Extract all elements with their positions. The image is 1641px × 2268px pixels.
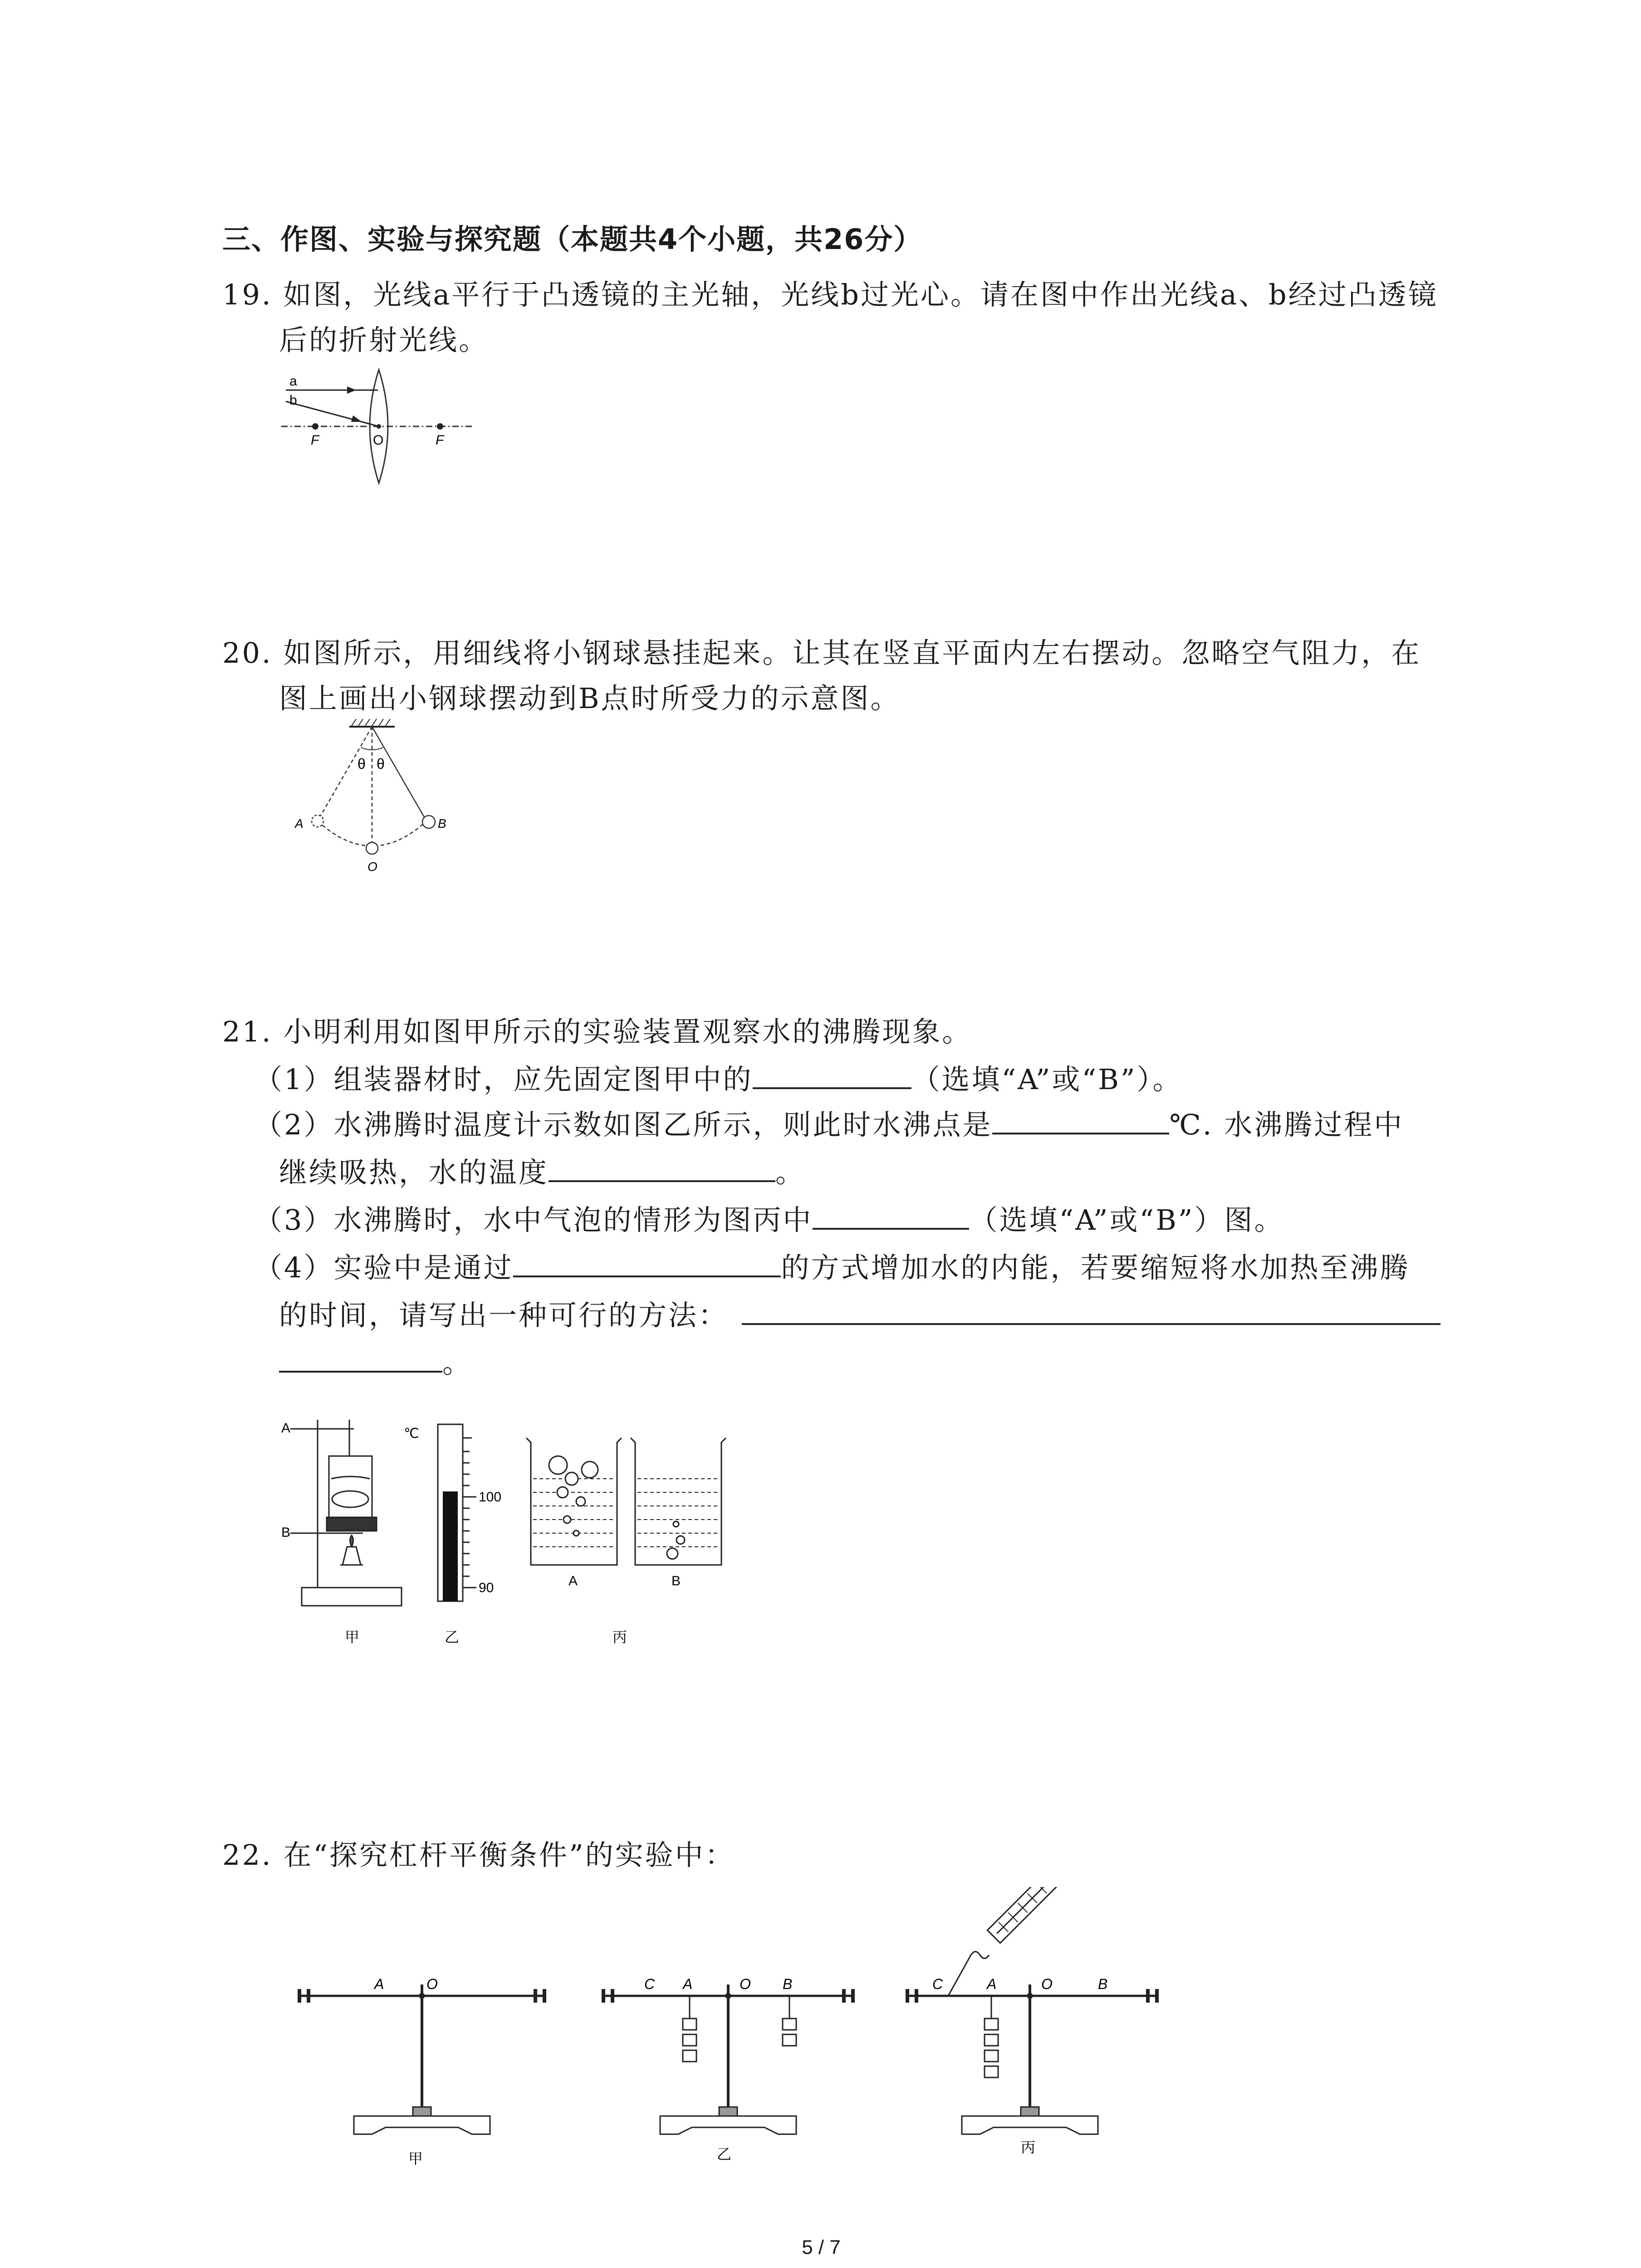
ball-o [366, 842, 378, 854]
thermometer-unit: ℃ [404, 1426, 419, 1441]
label-o: O [367, 860, 377, 874]
q21-part2 [254, 1102, 1404, 1143]
spring-scale [987, 1887, 1067, 1943]
q21-p4-text-b: 的方式增加水的内能，若要缩短将水加热至沸腾 [781, 1251, 1410, 1284]
q22-line1 [222, 1833, 735, 1873]
q21-p2-blank2[interactable] [549, 1155, 775, 1182]
fig-jia-caption: 甲 [345, 1629, 360, 1645]
q21-p2-text-c: 继续吸热，水的温度 [279, 1156, 549, 1189]
lever-jia [299, 1984, 544, 2134]
stand-label-a: A [281, 1421, 291, 1436]
ball-b [422, 816, 435, 828]
q21-p2-blank[interactable] [992, 1107, 1169, 1134]
q21-apparatus-figures [281, 1411, 826, 1656]
q21-p4-period: 。 [442, 1346, 473, 1379]
lever-bing [907, 1887, 1157, 2134]
lever-yi [603, 1984, 853, 2134]
tick-100: 100 [479, 1490, 502, 1505]
q21-p2-text-b: ℃. 水沸腾过程中 [1169, 1108, 1404, 1141]
string-to-b [372, 727, 426, 821]
q21-part4-cont [279, 1293, 1440, 1333]
page-number: 5 / 7 [802, 2236, 841, 2258]
q20-text-line1: 如图所示，用细线将小钢球悬挂起来。让其在竖直平面内左右摆动。忽略空气阻力，在 [283, 636, 1421, 670]
fig-yi-caption: 乙 [717, 2146, 732, 2162]
q21-p2-period: 。 [775, 1156, 806, 1189]
focal-point-left [312, 423, 318, 430]
q19-number: 19. [222, 278, 273, 311]
fig-yi-caption: 乙 [445, 1629, 460, 1645]
q21-p1-hint: （选填“A”或“B”）。 [911, 1063, 1183, 1096]
q21-p1-text: （1）组装器材时，应先固定图甲中的 [254, 1063, 753, 1096]
label-b: b [289, 393, 297, 408]
q20-text-line2: 图上画出小钢球摆动到B点时所受力的示意图。 [279, 682, 901, 715]
q19-text-line2: 后的折射光线。 [279, 323, 489, 357]
bing-label-b: B [1098, 1976, 1108, 1992]
beaker-b [631, 1438, 726, 1565]
yi-label-c: C [644, 1976, 655, 1992]
q21-p4-blank3[interactable] [279, 1345, 442, 1373]
beaker-label-a: A [568, 1574, 578, 1589]
label-o: O [373, 433, 384, 448]
thermometer [438, 1424, 476, 1601]
q21-part4 [254, 1245, 1410, 1286]
q19-text-line1: 如图，光线a平行于凸透镜的主光轴，光线b过光心。请在图中作出光线a、b经过凸透镜 [283, 278, 1438, 311]
q21-p3-text: （3）水沸腾时，水中气泡的情形为图丙中 [254, 1203, 813, 1237]
q21-p3-blank[interactable] [813, 1202, 969, 1230]
q21-p4-blank[interactable] [513, 1250, 781, 1277]
fig-bing-caption: 丙 [612, 1629, 627, 1645]
yi-label-o: O [740, 1976, 751, 1992]
ceiling-hatch [352, 719, 390, 726]
fig-bing-caption: 丙 [1021, 2139, 1036, 2156]
q21-part2-cont [279, 1150, 805, 1190]
q21-p4-text: （4）实验中是通过 [254, 1251, 514, 1284]
jia-label-a: A [374, 1976, 384, 1992]
bing-label-o: O [1041, 1976, 1053, 1992]
theta-left: θ [358, 756, 366, 772]
q21-intro [222, 1009, 972, 1050]
q21-part4-end [279, 1340, 472, 1381]
q21-p4-text-c: 的时间，请写出一种可行的方法： [279, 1299, 729, 1332]
q21-p1-blank[interactable] [753, 1062, 911, 1089]
bing-label-a: A [987, 1976, 997, 1992]
q22-lever-figures [290, 1887, 1198, 2177]
q20-number: 20. [222, 636, 273, 670]
q21-p3-hint: （选填“A”或“B”）图。 [969, 1203, 1284, 1237]
label-a: A [295, 816, 304, 831]
jia-label-o: O [426, 1976, 438, 1992]
fig-jia-caption: 甲 [408, 2151, 423, 2167]
ray-b [286, 401, 379, 426]
yi-label-a: A [683, 1976, 693, 1992]
section-heading: 三、作图、实验与探究题（本题共4个小题，共26分） [222, 223, 923, 256]
bing-label-c: C [932, 1976, 943, 1992]
focal-point-right [437, 423, 443, 430]
q22-text-line1: 在“探究杠杆平衡条件”的实验中： [283, 1838, 735, 1872]
q22-number: 22. [222, 1838, 273, 1872]
label-b: B [438, 816, 446, 831]
ball-a [312, 815, 323, 827]
beaker-a [526, 1438, 622, 1565]
q21-intro-text: 小明利用如图甲所示的实验装置观察水的沸腾现象。 [283, 1015, 972, 1048]
q21-part3 [254, 1198, 1284, 1238]
q21-part1 [254, 1057, 1182, 1097]
label-f-left: F [311, 433, 319, 448]
beaker-label-b: B [671, 1574, 681, 1589]
q21-p2-text: （2）水沸腾时温度计示数如图乙所示，则此时水沸点是 [254, 1108, 993, 1141]
stand-label-b: B [281, 1525, 291, 1540]
q20-line1 [222, 631, 1421, 671]
tick-90: 90 [479, 1580, 494, 1595]
stand-apparatus [290, 1420, 402, 1606]
string-to-a [318, 727, 372, 821]
thermometer-fill [443, 1491, 458, 1601]
label-f-right: F [436, 433, 444, 448]
optical-center [377, 424, 381, 429]
label-a: a [289, 374, 297, 389]
theta-right: θ [377, 756, 385, 772]
q21-p4-blank2[interactable] [742, 1298, 1440, 1325]
q20-pendulum-figure [281, 717, 463, 880]
q19-line1 [222, 272, 1438, 313]
q19-lens-figure [272, 363, 481, 490]
yi-label-b: B [783, 1976, 793, 1992]
q21-number: 21. [222, 1015, 273, 1048]
